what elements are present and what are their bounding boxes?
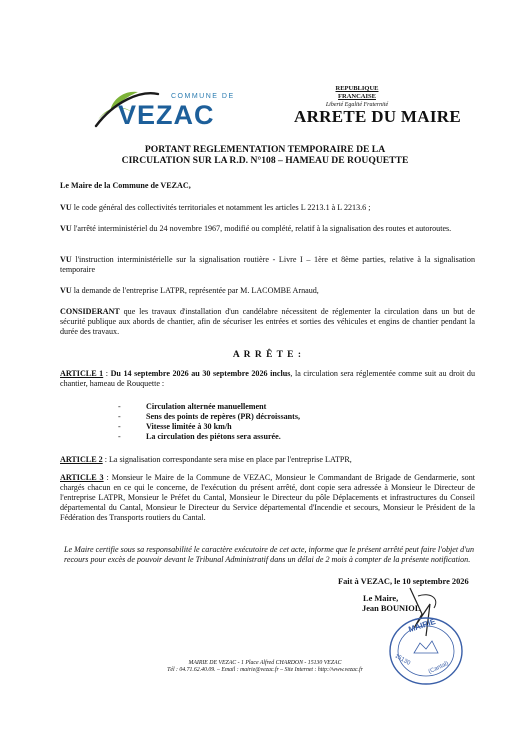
subject-line-2: CIRCULATION SUR LA R.D. N°108 – HAMEAU DE ROUQUETTE <box>121 155 409 166</box>
article-2 <box>60 455 475 465</box>
vu-lead: VU <box>60 286 72 295</box>
vu-text: le code général des collectivités territoriales et notamment les articles L 2213.1 à L 2213.6 ; <box>71 203 371 212</box>
republique-title: REPUBLIQUE FRANCAISE <box>335 85 379 100</box>
signatory-name: Jean BOUNIOL <box>362 604 421 613</box>
article-1-colon: : <box>103 369 111 378</box>
vu-lead: VU <box>60 203 72 212</box>
vu-paragraph <box>60 255 475 275</box>
article-1-dates: Du 14 septembre 2026 au 30 septembre 2026 inclus <box>110 369 291 378</box>
list-item: - Sens des points de repères (PR) décroissants, <box>116 412 476 422</box>
article-1-text: , la circulation sera réglementée comme suit au droit du chantier, hameau de Rouquette : <box>60 369 476 388</box>
vu-paragraph <box>60 224 475 234</box>
republique-motto: Liberté Egalité Fraternité <box>325 102 389 108</box>
stamp-postcode: 15130 <box>393 653 412 667</box>
certification-text: Le Maire certifie sous sa responsabilité le caractère exécutoire de cet acte, informe que le présent arrêté peut faire l'objet d'un recours pour excès de pouvoir devant le Tribunal Administratif dans un délai de 2 mois à compter de la présente notification. <box>64 545 474 564</box>
stamp-top-text: MAIRIE <box>407 616 437 635</box>
subject-heading <box>60 144 470 166</box>
article-3 <box>60 473 475 523</box>
vu-text: l'instruction interministérielle sur la signalisation routière - Livre I – 1ère et 8ème parties, relative à la signalisation temporaire <box>60 255 475 274</box>
list-item: - Vitesse limitée à 30 km/h <box>116 422 476 432</box>
signatory-role: Le Maire, <box>363 594 399 603</box>
article-1-label: ARTICLE 1 <box>60 369 104 378</box>
vu-text: l'arrêté interministériel du 24 novembre 1967, modifié ou complété, relatif à la signalisation des routes et autoroutes. <box>71 224 452 233</box>
republique-block <box>318 85 396 109</box>
article-2-label: ARTICLE 2 <box>60 455 103 464</box>
footer-address: MAIRIE DE VEZAC - 1 Place Alfred CHARDON - 15130 VEZAC <box>188 660 342 666</box>
intro-line: Le Maire de la Commune de VEZAC, <box>60 181 191 190</box>
place-date: Fait à VEZAC, le 10 septembre 2026 <box>338 577 469 586</box>
vu-paragraph <box>60 203 475 213</box>
article-1-list <box>116 402 476 442</box>
vu-lead: VU <box>60 224 72 233</box>
considerant-lead: CONSIDERANT <box>60 307 120 316</box>
article-3-label: ARTICLE 3 <box>60 473 104 482</box>
document-title: ARRETE DU MAIRE <box>294 107 461 126</box>
considerant-text: que les travaux d'installation d'un candélabre nécessitent de réglementer la circulation dans un but de sécurité publique aux abords de chantier, afin de sécuriser les entrées et sorties des véhicules et engins de chantier pendant la durée des travaux. <box>60 307 475 336</box>
official-stamp <box>386 613 466 689</box>
footer <box>60 660 470 675</box>
article-1 <box>60 369 475 389</box>
list-item: - Circulation alternée manuellement <box>116 402 476 412</box>
vu-lead: VU <box>60 255 72 264</box>
considerant-paragraph <box>60 307 475 337</box>
article-3-text: : Monsieur le Maire de la Commune de VEZAC, Monsieur le Commandant de Brigade de Gendarmerie, sont chargés chacun en ce qui le concerne, de l'exécution du présent arrêté, dont copie sera adressée à Monsieur le Directeur de l'entreprise LATPR, Monsieur le Préfet du Cantal, Monsieur le Directeur du pôle Déplacements et infrastructures du Conseil départemental du Cantal, Monsieur le Directeur du Service départemental d'Incendie et secours, Monsieur le Président de la Fédération des Transports routiers du Cantal. <box>60 473 475 522</box>
vu-text: la demande de l'entreprise LATPR, représentée par M. LACOMBE Arnaud, <box>71 286 319 295</box>
logo-name: VEZAC <box>118 100 215 130</box>
article-2-text: : La signalisation correspondante sera mise en place par l'entreprise LATPR, <box>102 455 352 464</box>
vu-paragraph <box>60 286 475 296</box>
logo-commune-label: COMMUNE DE <box>171 93 235 100</box>
footer-contact: Tél : 04.71.62.40.09. – Email : mairie@vezac.fr – Site Internet : http://www.vezac.fr <box>167 667 363 674</box>
stamp-region: (Cantal) <box>427 660 450 676</box>
list-item: - La circulation des piétons sera assurée. <box>116 432 476 442</box>
arrete-heading: A R R Ê T E : <box>232 350 303 360</box>
subject-line-1: PORTANT REGLEMENTATION TEMPORAIRE DE LA <box>144 144 386 155</box>
